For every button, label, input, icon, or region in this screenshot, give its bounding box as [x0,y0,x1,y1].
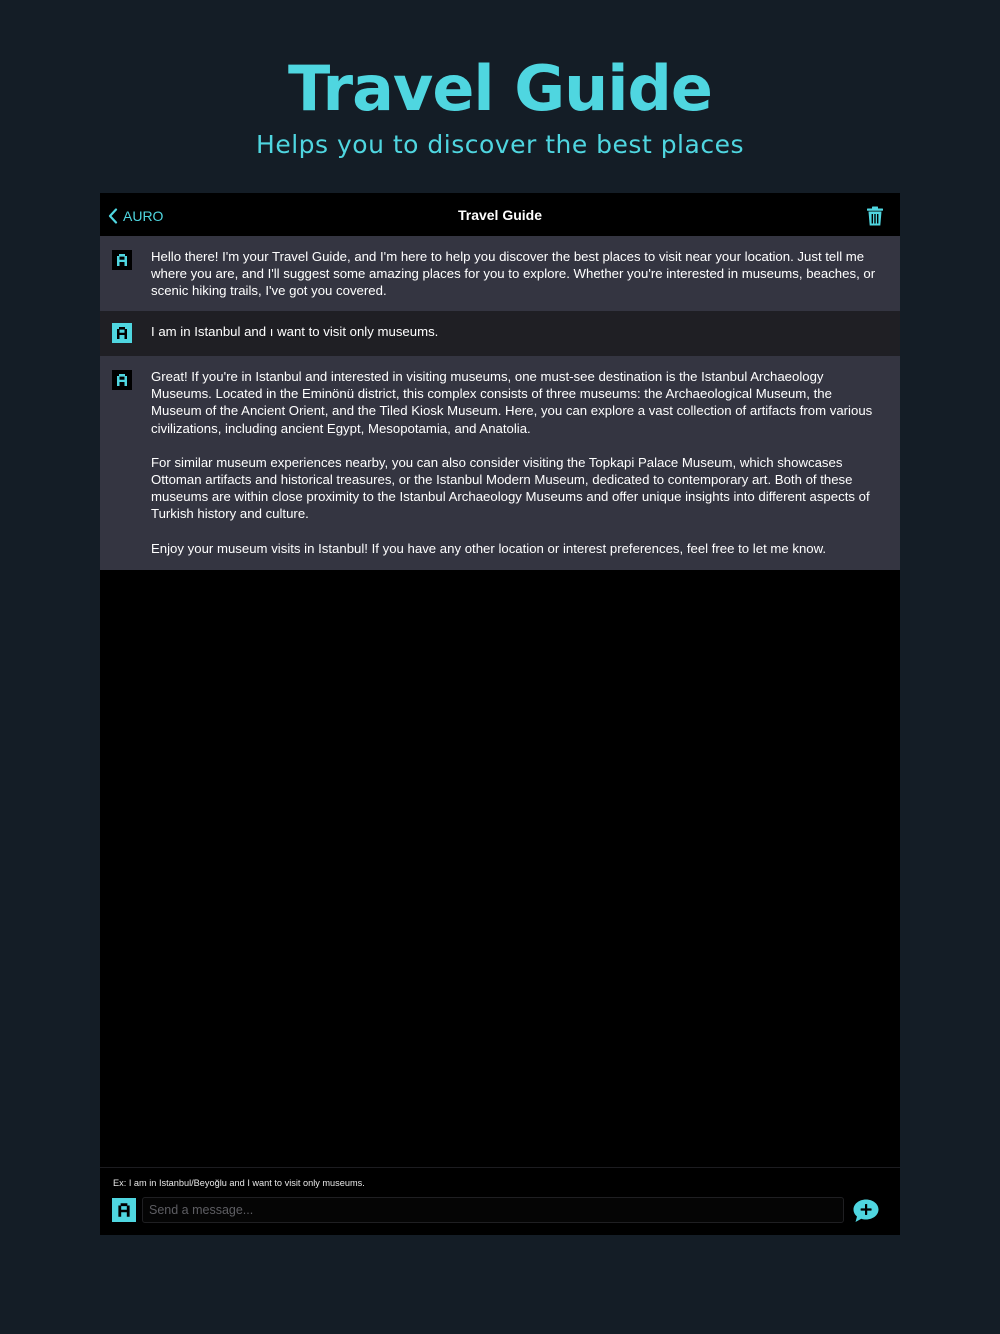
assistant-message [100,236,900,311]
example-hint: Ex: I am in Istanbul/Beyoğlu and I want to visit only museums. [113,1178,365,1188]
auro-logo-icon [114,372,130,388]
send-icon [852,1198,880,1224]
app-screen [100,193,900,1234]
nav-title: Travel Guide [457,207,543,223]
back-button-label: AURO [123,208,164,224]
auro-logo-icon [114,252,130,268]
message-paragraph: Hello there! I'm your Travel Guide, and I'm here to help you discover the best places to visit near your location. Just tell me where you are, and I'll suggest some amazing places for you to explore. Whether you're interested in museums, beaches, or scenic hiking trails, I've got you covered. [151,249,876,299]
message-paragraph: For similar museum experiences nearby, you can also consider visiting the Topkapi Palace Museum, which showcases Ottoman artifacts and historical treasures, or the Istanbul Modern Museum, dedicated to contemporary art. Both of these museums are within close proximity to the Istanbul Archaeology Museums and offer unique insights into different aspects of Turkish history and culture. [151,454,870,522]
message-paragraph: I am in Istanbul and ı want to visit only museums. [151,324,439,339]
composer-avatar [112,1198,136,1222]
message-composer [100,1167,900,1235]
hero-subtitle: Helps you to discover the best places [256,130,744,159]
delete-chat-button[interactable] [864,205,886,227]
trash-icon [864,205,886,227]
message-paragraph: Great! If you're in Istanbul and interested in visiting museums, one must-see destination is the Istanbul Archaeology Museums. Located in the Eminönü district, this complex consists of three museums: the Archaeological Museum, the Museum of the Ancient Orient, and the Tiled Kiosk Museum. Here, you can explore a vast collection of artifacts from various civilizations, including ancient Egypt, Mesopotamia, and Anatolia. [151,369,873,436]
assistant-message [100,356,900,570]
send-button[interactable] [852,1198,880,1224]
user-avatar [112,323,132,343]
message-input[interactable] [142,1197,844,1223]
auro-logo-icon [115,1201,133,1219]
navigation-bar [100,193,900,236]
assistant-avatar [112,250,132,270]
assistant-avatar [112,370,132,390]
hero-title: Travel Guide [288,52,712,125]
auro-logo-icon [114,325,130,341]
message-paragraph: Enjoy your museum visits in Istanbul! If you have any other location or interest preferences, feel free to let me know. [151,540,827,556]
user-message [100,311,900,356]
